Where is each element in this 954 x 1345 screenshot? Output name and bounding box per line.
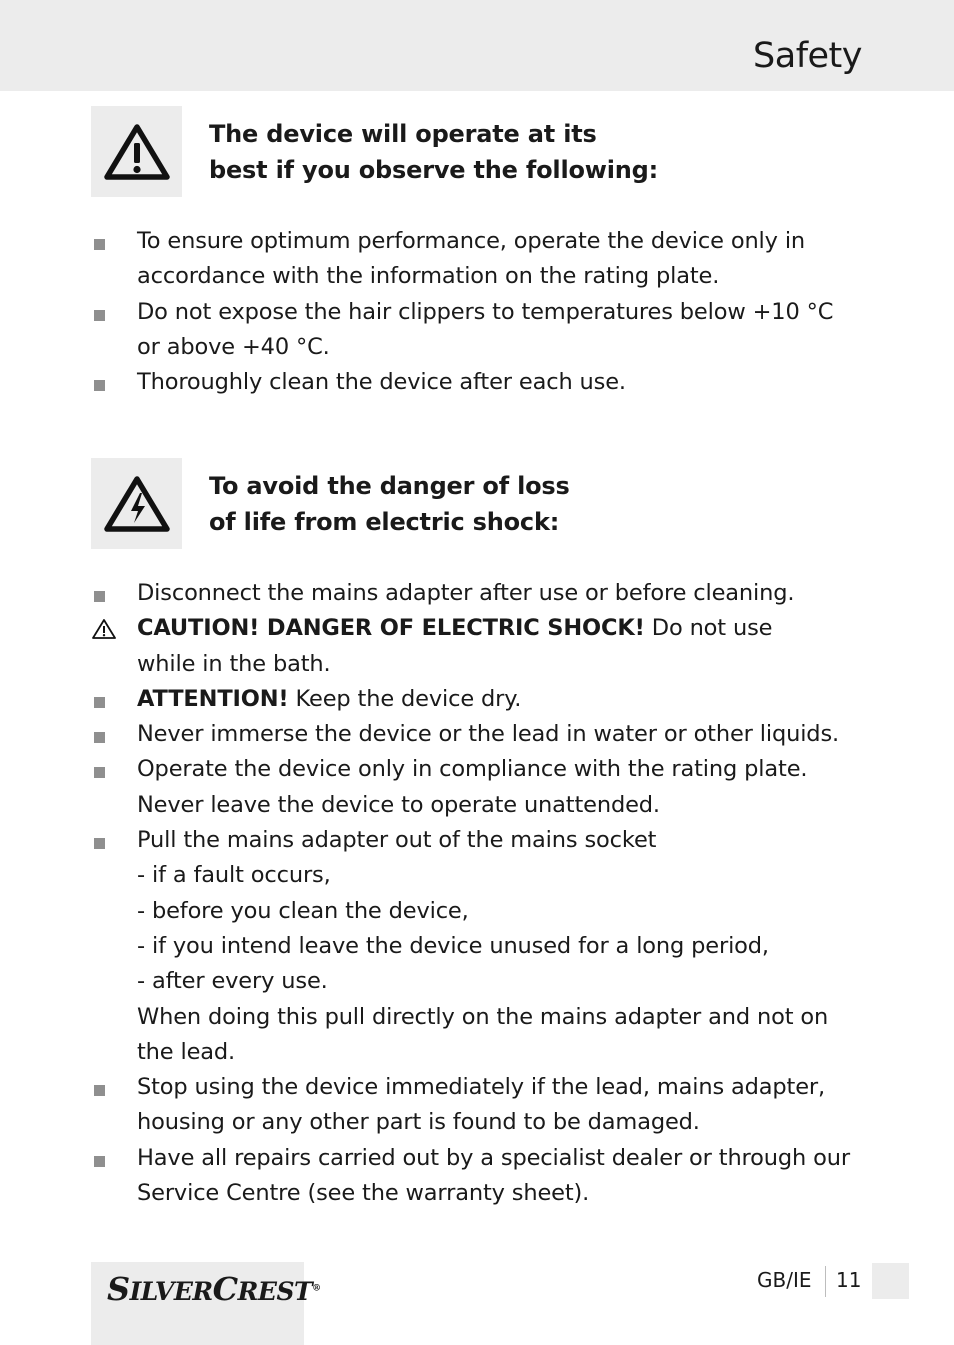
square-bullet-icon — [94, 310, 105, 321]
language-code: GB/IE — [757, 1268, 812, 1292]
list-item-caution: CAUTION! DANGER OF ELECTRIC SHOCK! Do not use while in the bath. — [91, 611, 861, 682]
footer-tab — [872, 1263, 909, 1299]
list-item: Disconnect the mains adapter after use or before cleaning. — [91, 576, 861, 611]
section-heading-performance — [209, 116, 658, 188]
list-item: To ensure optimum performance, operate the device only in accordance with the information on the rating plate. — [91, 224, 861, 295]
list-item: Stop using the device immediately if the lead, mains adapter, housing or any other part is found to be damaged. — [91, 1070, 861, 1141]
brand-logo-box — [91, 1262, 321, 1345]
heading-line: The device will operate at its — [209, 120, 597, 148]
list-item: Never immerse the device or the lead in water or other liquids. — [91, 717, 861, 752]
heading-line: of life from electric shock: — [209, 508, 560, 536]
list-item: Pull the mains adapter out of the mains socket - if a fault occurs, - before you clean the device, - if you intend leave the device unused for a long period, - after every use. When doing this pull directly on the mains adapter and not on the lead. — [91, 823, 861, 1070]
shock-warning-icon-box — [91, 458, 182, 549]
sub-item: - if you intend leave the device unused for a long period, — [137, 932, 769, 959]
warning-icon-box — [91, 106, 182, 197]
sub-item: - if a fault occurs, — [137, 862, 331, 889]
silvercrest-logo: SILVERCREST® — [107, 1270, 321, 1308]
list-item: Do not expose the hair clippers to temperatures below +10 °C or above +40 °C. — [91, 295, 861, 366]
sub-item: - after every use. — [137, 968, 328, 995]
electric-shock-warning-icon — [103, 474, 171, 534]
list-item: Operate the device only in compliance with the rating plate. Never leave the device to operate unattended. — [91, 752, 861, 823]
list-item: Have all repairs carried out by a specialist dealer or through our Service Centre (see the warranty sheet). — [91, 1141, 861, 1212]
warning-triangle-icon — [103, 122, 171, 182]
electric-shock-list — [91, 576, 861, 1211]
list-item: Thoroughly clean the device after each use. — [91, 365, 861, 400]
section-heading-electric-shock — [209, 468, 570, 540]
heading-line: best if you observe the following: — [209, 156, 659, 184]
square-bullet-icon — [94, 380, 105, 391]
footer-divider — [825, 1266, 826, 1297]
small-warning-icon — [91, 618, 117, 640]
heading-line: To avoid the danger of loss — [209, 472, 570, 500]
square-bullet-icon — [94, 1156, 105, 1167]
sub-item: - before you clean the device, — [137, 897, 469, 924]
square-bullet-icon — [94, 838, 105, 849]
square-bullet-icon — [94, 767, 105, 778]
page-title: Safety — [753, 36, 862, 76]
page-number: 11 — [836, 1268, 862, 1292]
square-bullet-icon — [94, 591, 105, 602]
performance-list — [91, 224, 861, 400]
square-bullet-icon — [94, 239, 105, 250]
list-item: ATTENTION! Keep the device dry. — [91, 682, 861, 717]
square-bullet-icon — [94, 697, 105, 708]
square-bullet-icon — [94, 1085, 105, 1096]
square-bullet-icon — [94, 732, 105, 743]
